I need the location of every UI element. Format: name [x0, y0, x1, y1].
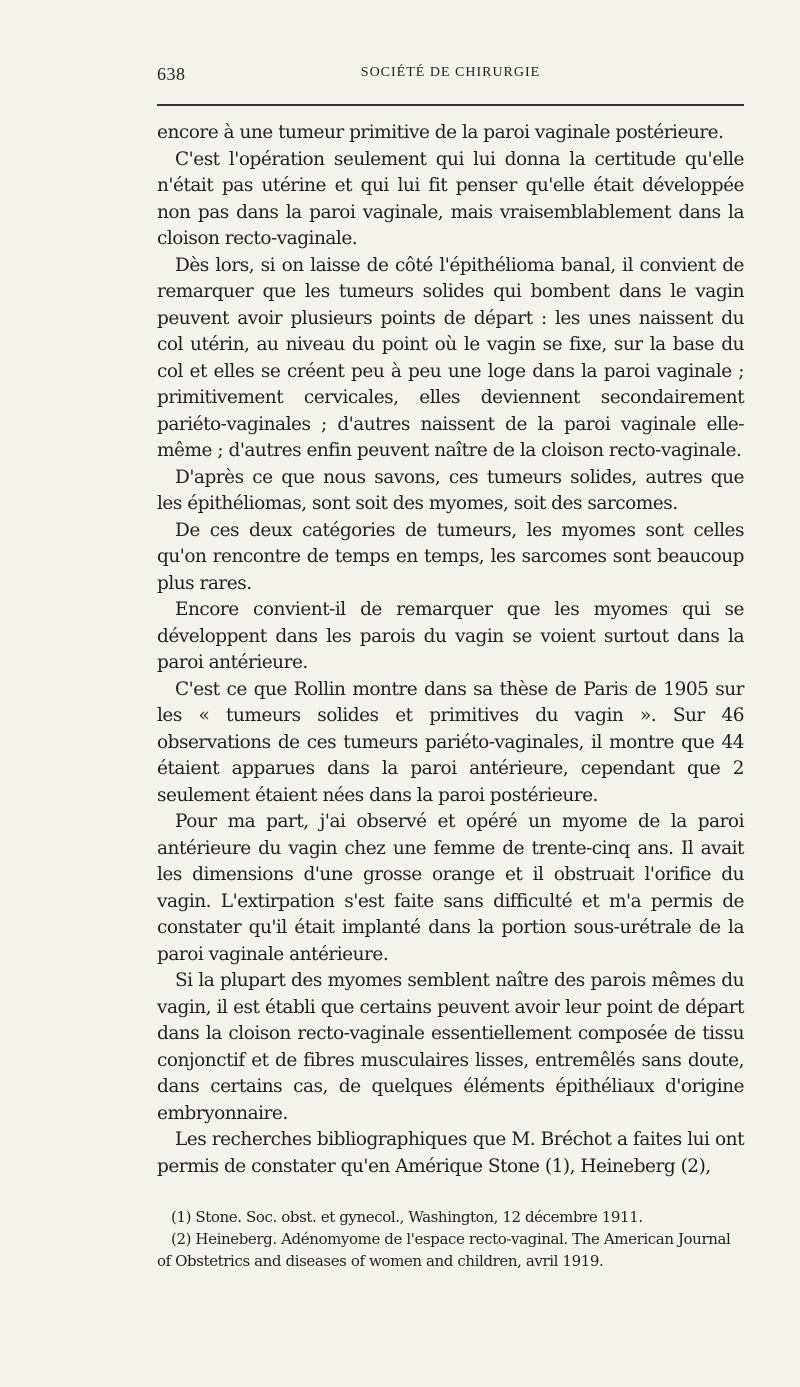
- body-text: [157, 120, 744, 1180]
- footnotes: [157, 1206, 744, 1272]
- paragraph: Les recherches bibliographiques que M. Bréchot a faites lui ont permis de constater qu'en Amérique Stone (1), Heineberg (2),: [157, 1129, 744, 1177]
- paragraph: Si la plupart des myomes semblent naître des parois mêmes du vagin, il est établi que certains peuvent avoir leur point de départ dans la cloison recto-vaginale essentiellement composée de tissu conjonctif et de fibres musculaires lisses, entremêlés sans doute, dans certains cas, de quelques éléments épithéliaux d'origine embryonnaire.: [157, 970, 744, 1124]
- header-rule: [157, 104, 744, 106]
- paragraph: Encore convient-il de remarquer que les myomes qui se développent dans les parois du vagin se voient surtout dans la paroi antérieure.: [157, 599, 744, 673]
- paragraph: C'est ce que Rollin montre dans sa thèse de Paris de 1905 sur les « tumeurs solides et primitives du vagin ». Sur 46 observations de ces tumeurs pariéto-vaginales, il montre que 44 étaient apparues dans la paroi antérieure, cependant que 2 seulement étaient nées dans la paroi postérieure.: [157, 678, 744, 806]
- paragraph: C'est l'opération seulement qui lui donna la certitude qu'elle n'était pas utérine et qui lui fit penser qu'elle était développée non pas dans la paroi vaginale, mais vraisemblablement dans la cloison recto-vaginale.: [157, 148, 744, 249]
- paragraph: encore à une tumeur primitive de la paroi vaginale postérieure.: [157, 122, 724, 143]
- paragraph: De ces deux catégories de tumeurs, les myomes sont celles qu'on rencontre de temps en temps, les sarcomes sont beaucoup plus rares.: [157, 519, 744, 594]
- page-number: 638: [157, 64, 186, 84]
- footnote: (1) Stone. Soc. obst. et gynecol., Washington, 12 décembre 1911.: [171, 1208, 643, 1226]
- running-title: SOCIÉTÉ DE CHIRURGIE: [360, 65, 541, 80]
- paragraph: Dès lors, si on laisse de côté l'épithélioma banal, il convient de remarquer que les tumeurs solides qui bombent dans le vagin peuvent avoir plusieurs points de départ : les unes naissent du col utérin, au niveau du point où le vagin se fixe, sur la base du col et elles se créent peu à peu une loge dans la paroi vaginale ; primitivement cervicales, elles deviennent secondairement pariéto-vaginales ; d'autres naissent de la paroi vaginale elle-même ; d'autres enfin peuvent naître de la cloison recto-vaginale.: [157, 254, 744, 461]
- paragraph: D'après ce que nous savons, ces tumeurs solides, autres que les épithéliomas, sont soit des myomes, soit des sarcomes.: [157, 466, 744, 514]
- footnote: (2) Heineberg. Adénomyome de l'espace recto-vaginal. The American Journal of Obstetrics and diseases of women and children, avril 1919.: [157, 1230, 731, 1270]
- paragraph: Pour ma part, j'ai observé et opéré un myome de la paroi antérieure du vagin chez une femme de trente-cinq ans. Il avait les dimensions d'une grosse orange et il obstruait l'orifice du vagin. L'extirpation s'est faite sans difficulté et m'a permis de constater qu'il était implanté dans la portion sous-urétrale de la paroi vaginale antérieure.: [157, 811, 744, 965]
- page-header: [157, 64, 744, 88]
